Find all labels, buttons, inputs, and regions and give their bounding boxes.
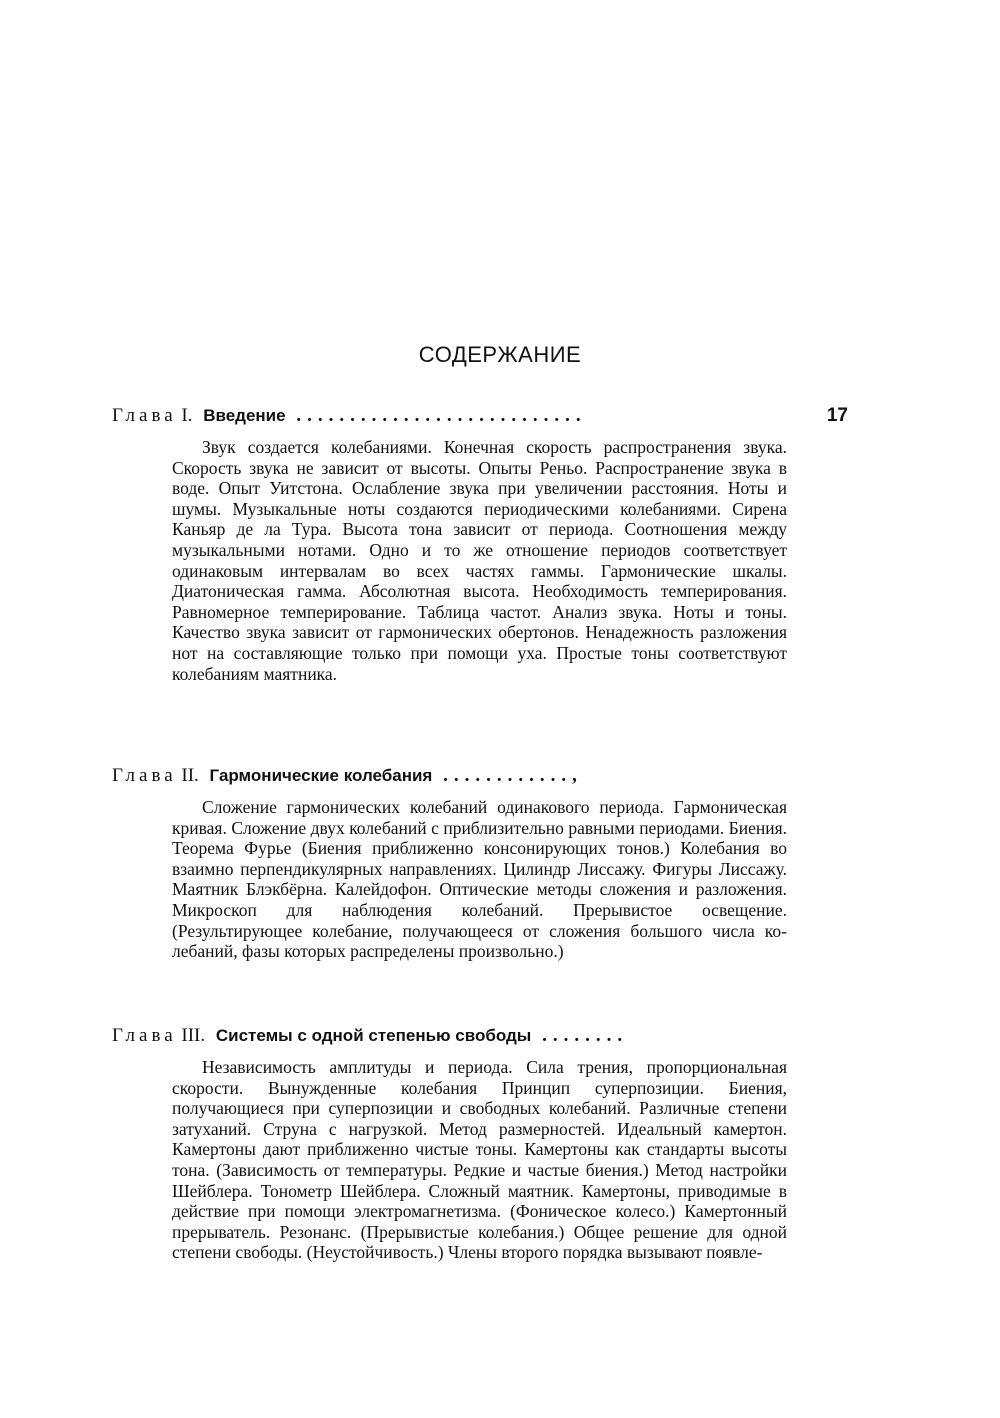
chapter-title: Гармонические колебания xyxy=(209,766,433,785)
chapter-2 xyxy=(112,765,848,962)
chapter-title: Системы с одной степенью свободы xyxy=(215,1026,532,1045)
chapter-3 xyxy=(112,1025,848,1263)
dot-leaders: ........ xyxy=(542,1025,629,1046)
chapter-number: I. xyxy=(181,405,193,426)
chapter-heading[interactable] xyxy=(112,405,848,431)
page-number: 17 xyxy=(817,405,848,427)
chapter-label: Глава xyxy=(112,765,177,786)
chapter-label: Глава xyxy=(112,1025,177,1046)
chapter-summary: Сложение гармонических колебаний одинакового периода. Гармоническая кривая. Сложение двух колебаний с приблизительно равными периодами. Биения. Теорема Фурье (Биения приближенно консонирующих тонов.) Колебания во взаимно перпендикулярных направлениях. Цилиндр Лиссажу. Фигуры Лиссажу. Маятник Блэкбёрна. Калейдофон. Оптические методы сложения и разложения. Микроскоп для наблюдения колебаний. Прерывистое освещение. (Результирующее колебание, получающееся от сложения большого числа колебаний, фазы которых распределены произвольно.) xyxy=(172,797,787,962)
chapter-heading[interactable] xyxy=(112,765,848,791)
chapter-summary: Независимость амплитуды и периода. Сила трения, пропорциональная скорости. Вынужденные колебания Принцип суперпозиции. Биения, получающиеся при суперпозиции и свободных колебаний. Различные степени затуханий. Струна с нагрузкой. Метод размерностей. Идеальный камертон. Камертоны дают приближенно чистые тоны. Камертоны как стандарты высоты тона. (Зависимость от температуры. Редкие и частые биения.) Метод настройки Шейблера. Тонометр Шейблера. Сложный маятник. Камертоны, приводимые в действие при помощи электромагнетизма. (Фоническое колесо.) Камертонный прерыватель. Резонанс. (Прерывистые колебания.) Общее решение для одной степени свободы. (Неустойчивость.) Члены второго порядка вызывают появле- xyxy=(172,1057,787,1263)
dot-leaders: ........................... xyxy=(296,405,587,426)
chapter-heading[interactable] xyxy=(112,1025,848,1051)
page-title: СОДЕРЖАНИЕ xyxy=(418,342,582,367)
chapter-label: Глава xyxy=(112,405,177,426)
chapter-1 xyxy=(112,405,848,684)
chapter-title: Введение xyxy=(203,406,286,425)
dot-leaders: ............, xyxy=(443,765,583,786)
chapter-number: III. xyxy=(181,1025,206,1046)
chapter-summary: Звук создается колебаниями. Конечная скорость распространения звука. Скорость звука не зависит от высоты. Опыты Реньо. Распространение звука в воде. Опыт Уитстона. Ослабление звука при увеличении расстояния. Ноты и шумы. Музыкальные ноты создаются периодическими колебаниями. Сирена Каньяр де ла Тура. Высота тона зависит от периода. Соотношения между музыкальными нотами. Одно и то же отношение периодов соответствует одинаковым интервалам во всех частях гаммы. Гармонические шкалы. Диатоническая гамма. Абсолютная высота. Необходимость темперирования. Равномерное темперирование. Таблица частот. Анализ звука. Ноты и тоны. Качество звука зависит от гармонических обертонов. Ненадежность разложения нот на составляющие только при помощи уха. Простые тоны соответствуют колебаниям маятника. xyxy=(172,437,787,684)
chapter-number: II. xyxy=(181,765,199,786)
